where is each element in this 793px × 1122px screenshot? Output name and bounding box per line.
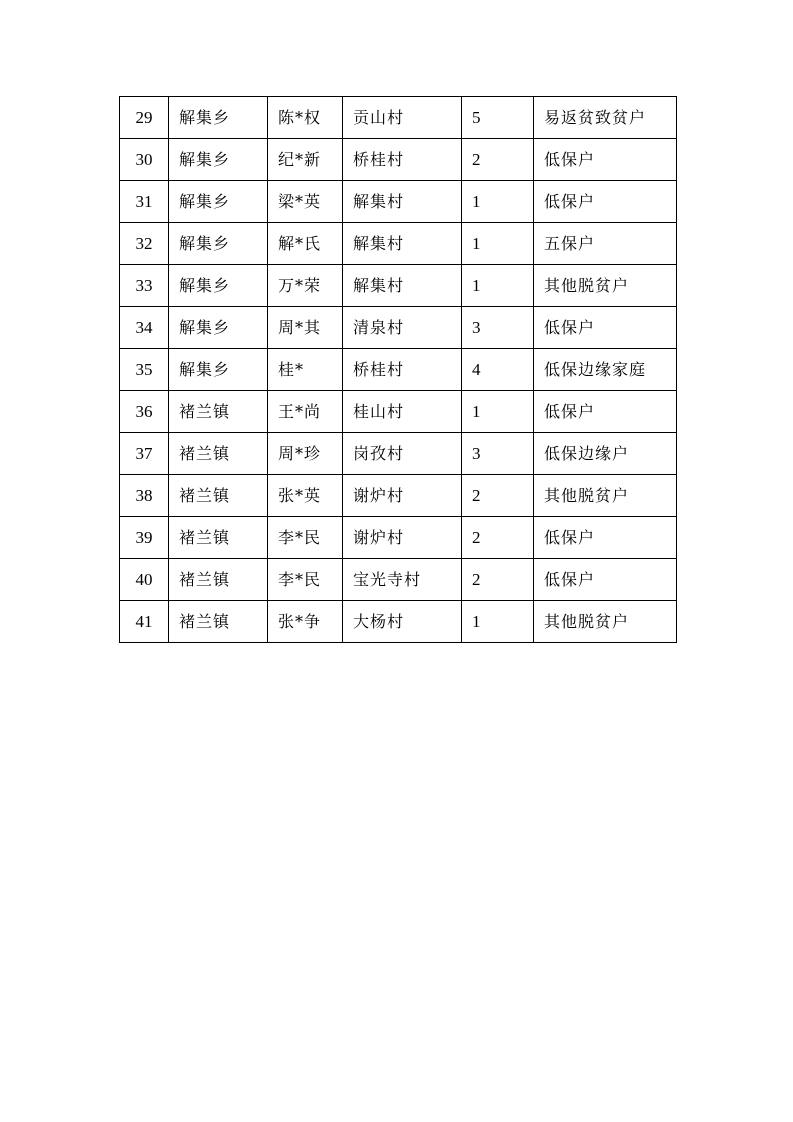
person-name-cell: 万*荣 <box>268 265 343 307</box>
person-name-cell: 李*民 <box>268 559 343 601</box>
table-row <box>120 97 677 139</box>
table-body <box>120 97 677 643</box>
household-size-cell: 4 <box>462 349 534 391</box>
table-row <box>120 307 677 349</box>
category-cell: 低保边缘户 <box>534 433 677 475</box>
category-cell: 易返贫致贫户 <box>534 97 677 139</box>
table-row <box>120 181 677 223</box>
row-number-cell: 37 <box>120 433 169 475</box>
township-cell: 解集乡 <box>169 349 268 391</box>
township-cell: 褚兰镇 <box>169 475 268 517</box>
village-cell: 宝光寺村 <box>343 559 462 601</box>
category-cell: 低保户 <box>534 181 677 223</box>
household-size-cell: 1 <box>462 601 534 643</box>
table-row <box>120 265 677 307</box>
category-cell: 低保户 <box>534 391 677 433</box>
village-cell: 解集村 <box>343 265 462 307</box>
category-cell: 低保户 <box>534 559 677 601</box>
household-size-cell: 1 <box>462 391 534 433</box>
person-name-cell: 张*争 <box>268 601 343 643</box>
household-size-cell: 1 <box>462 223 534 265</box>
category-cell: 低保户 <box>534 307 677 349</box>
row-number-cell: 31 <box>120 181 169 223</box>
category-cell: 低保户 <box>534 517 677 559</box>
row-number-cell: 34 <box>120 307 169 349</box>
table-row <box>120 349 677 391</box>
village-cell: 桥桂村 <box>343 139 462 181</box>
township-cell: 解集乡 <box>169 181 268 223</box>
table-row <box>120 433 677 475</box>
household-size-cell: 3 <box>462 433 534 475</box>
township-cell: 褚兰镇 <box>169 517 268 559</box>
person-name-cell: 张*英 <box>268 475 343 517</box>
township-cell: 解集乡 <box>169 307 268 349</box>
township-cell: 褚兰镇 <box>169 601 268 643</box>
row-number-cell: 29 <box>120 97 169 139</box>
category-cell: 五保户 <box>534 223 677 265</box>
household-size-cell: 2 <box>462 139 534 181</box>
person-name-cell: 纪*新 <box>268 139 343 181</box>
township-cell: 褚兰镇 <box>169 433 268 475</box>
village-cell: 大杨村 <box>343 601 462 643</box>
person-name-cell: 桂* <box>268 349 343 391</box>
household-size-cell: 2 <box>462 559 534 601</box>
household-size-cell: 1 <box>462 181 534 223</box>
table-row <box>120 391 677 433</box>
village-cell: 解集村 <box>343 223 462 265</box>
household-size-cell: 2 <box>462 475 534 517</box>
village-cell: 贡山村 <box>343 97 462 139</box>
category-cell: 其他脱贫户 <box>534 601 677 643</box>
category-cell: 其他脱贫户 <box>534 475 677 517</box>
household-table <box>119 96 677 643</box>
township-cell: 褚兰镇 <box>169 559 268 601</box>
township-cell: 褚兰镇 <box>169 391 268 433</box>
township-cell: 解集乡 <box>169 139 268 181</box>
village-cell: 清泉村 <box>343 307 462 349</box>
category-cell: 低保户 <box>534 139 677 181</box>
row-number-cell: 32 <box>120 223 169 265</box>
person-name-cell: 周*其 <box>268 307 343 349</box>
village-cell: 谢炉村 <box>343 517 462 559</box>
township-cell: 解集乡 <box>169 223 268 265</box>
person-name-cell: 解*氏 <box>268 223 343 265</box>
person-name-cell: 李*民 <box>268 517 343 559</box>
row-number-cell: 39 <box>120 517 169 559</box>
table-row <box>120 475 677 517</box>
village-cell: 桂山村 <box>343 391 462 433</box>
category-cell: 其他脱贫户 <box>534 265 677 307</box>
household-size-cell: 5 <box>462 97 534 139</box>
table-row <box>120 517 677 559</box>
table-row <box>120 559 677 601</box>
row-number-cell: 40 <box>120 559 169 601</box>
row-number-cell: 38 <box>120 475 169 517</box>
row-number-cell: 41 <box>120 601 169 643</box>
household-size-cell: 2 <box>462 517 534 559</box>
table-row <box>120 223 677 265</box>
village-cell: 桥桂村 <box>343 349 462 391</box>
person-name-cell: 周*珍 <box>268 433 343 475</box>
table-row <box>120 601 677 643</box>
row-number-cell: 35 <box>120 349 169 391</box>
village-cell: 岗孜村 <box>343 433 462 475</box>
household-size-cell: 3 <box>462 307 534 349</box>
village-cell: 谢炉村 <box>343 475 462 517</box>
table-row <box>120 139 677 181</box>
category-cell: 低保边缘家庭 <box>534 349 677 391</box>
township-cell: 解集乡 <box>169 97 268 139</box>
person-name-cell: 梁*英 <box>268 181 343 223</box>
person-name-cell: 王*尚 <box>268 391 343 433</box>
person-name-cell: 陈*权 <box>268 97 343 139</box>
row-number-cell: 30 <box>120 139 169 181</box>
village-cell: 解集村 <box>343 181 462 223</box>
township-cell: 解集乡 <box>169 265 268 307</box>
row-number-cell: 33 <box>120 265 169 307</box>
row-number-cell: 36 <box>120 391 169 433</box>
household-size-cell: 1 <box>462 265 534 307</box>
